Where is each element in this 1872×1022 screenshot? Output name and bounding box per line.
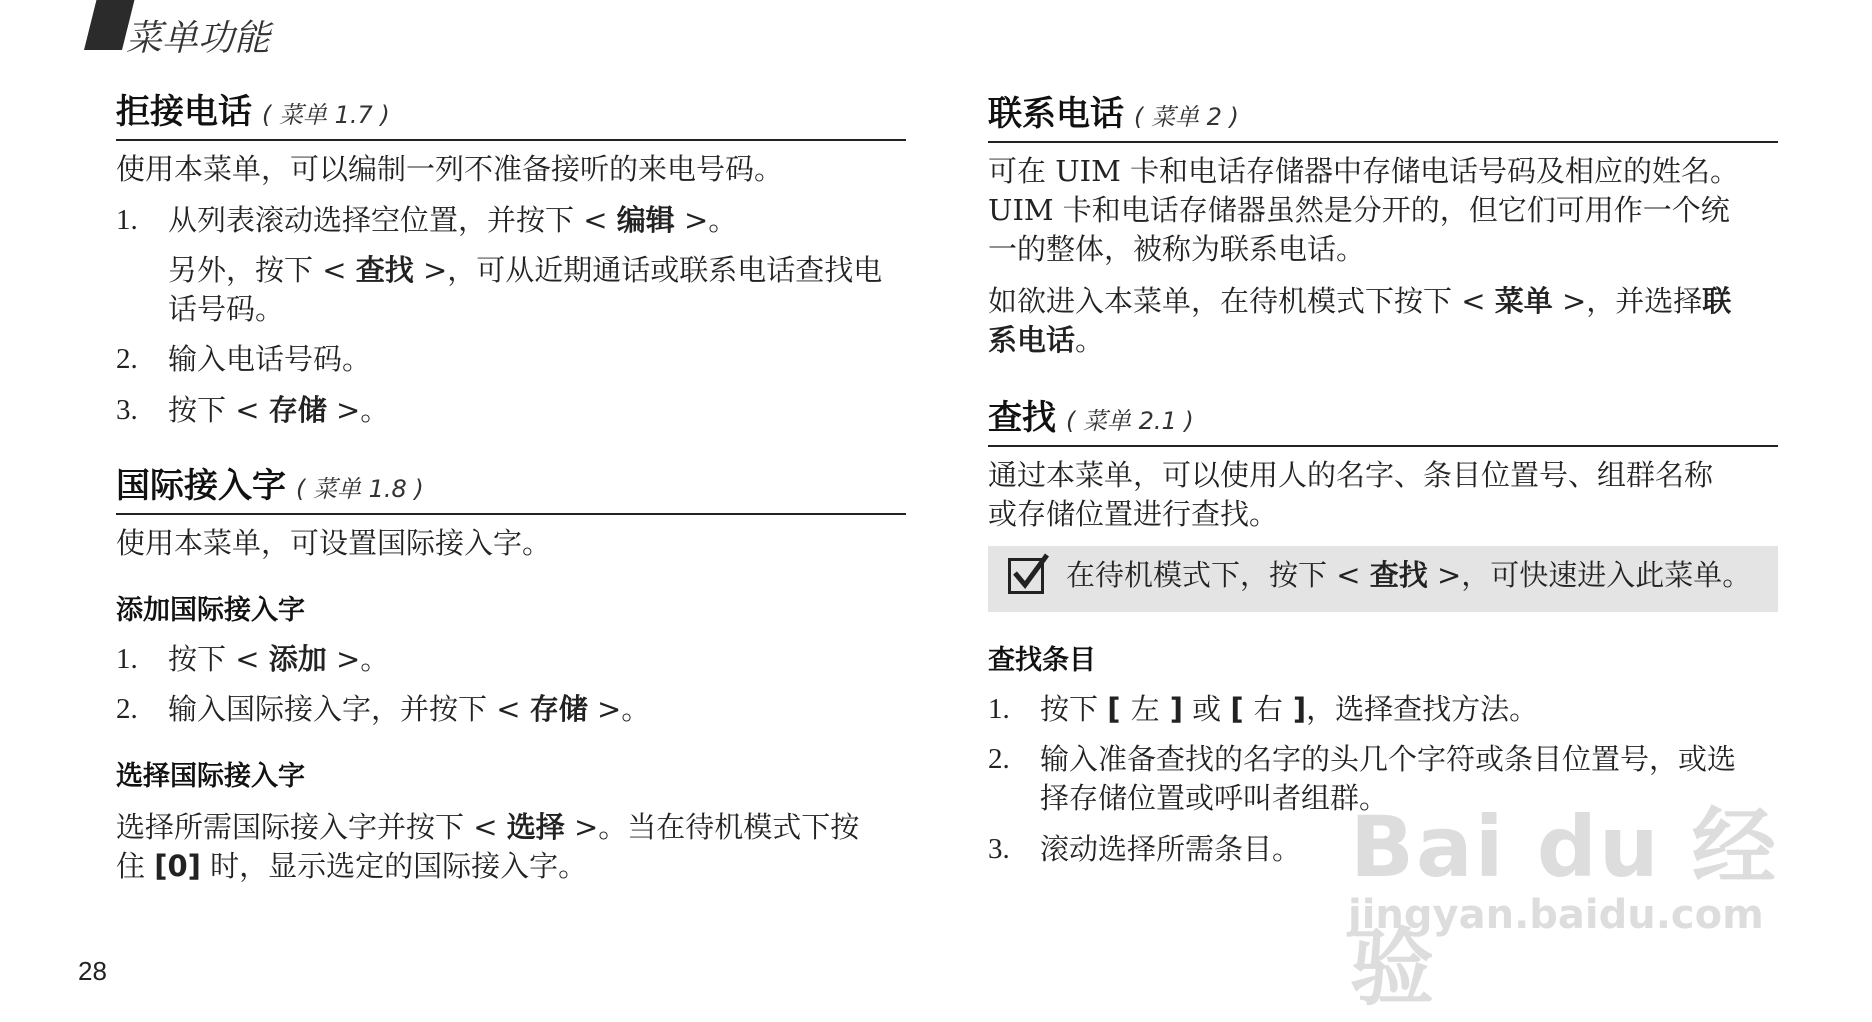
list-item-text: 按下 [ 左 ] 或 [ 右 ]，选择查找方法。 <box>1040 692 1539 726</box>
section-title: 国际接入字 <box>116 466 286 506</box>
list-item-number: 1. <box>116 204 138 236</box>
list-item-text: 输入准备查找的名字的头几个字符或条目位置号，或选 择存储位置或呼叫者组群。 <box>1040 742 1737 815</box>
list-item-text: 输入电话号码。 <box>168 342 372 376</box>
page-number: 28 <box>78 956 107 986</box>
section-menu-ref: ( 菜单 1.8 ) <box>296 475 424 503</box>
list-item-text: 输入国际接入字，并按下 < 存储 >。 <box>168 692 651 726</box>
paragraph: 通过本菜单，可以使用人的名字、条目位置号、组群名称 或存储位置进行查找。 <box>988 458 1714 531</box>
section-heading-reject-calls <box>116 84 906 141</box>
paragraph: 可在 UIM 卡和电话存储器中存储电话号码及相应的姓名。 UIM 卡和电话存储器虽然是分开的，但它们可用作一个统 一的整体，被称为联系电话。 <box>988 154 1740 266</box>
list-item-text: 按下 < 添加 >。 <box>168 642 390 676</box>
section-heading-contacts <box>988 86 1778 143</box>
checkmark-icon <box>1008 558 1044 594</box>
list-item-number: 3. <box>116 394 138 426</box>
paragraph: 选择所需国际接入字并按下 < 选择 >。当在待机模式下按 住 [0] 时，显示选定的国际接入字。 <box>116 810 860 883</box>
list-item-note: 另外，按下 < 查找 >，可从近期通话或联系电话查找电 话号码。 <box>168 253 883 326</box>
section-menu-ref: ( 菜单 2.1 ) <box>1066 407 1194 435</box>
watermark-logo-text: Bai du 经验 <box>1350 798 1778 1017</box>
section-menu-ref: ( 菜单 1.7 ) <box>262 101 390 129</box>
section-intro: 使用本菜单，可以编制一列不准备接听的来电号码。 <box>116 152 784 186</box>
list-item-text: 从列表滚动选择空位置，并按下 < 编辑 >。 <box>168 203 738 237</box>
section-heading-search <box>988 390 1778 447</box>
subheading-select: 选择国际接入字 <box>116 761 305 792</box>
section-title: 拒接电话 <box>116 92 252 132</box>
list-item-number: 1. <box>116 643 138 675</box>
list-item-number: 3. <box>988 833 1010 865</box>
section-title: 查找 <box>988 398 1056 438</box>
list-item-number: 2. <box>116 693 138 725</box>
section-menu-ref: ( 菜单 2 ) <box>1134 103 1239 131</box>
list-item-number: 2. <box>988 743 1010 775</box>
list-item-text: 按下 < 存储 >。 <box>168 393 390 427</box>
list-item <box>116 201 906 326</box>
chapter-title: 菜单功能 <box>126 18 271 59</box>
subheading-find-entry: 查找条目 <box>988 645 1096 676</box>
list-item-number: 2. <box>116 343 138 375</box>
watermark-url: jingyan.baidu.com <box>1348 892 1764 938</box>
list-item-number: 1. <box>988 693 1010 725</box>
paragraph: 如欲进入本菜单，在待机模式下按下 < 菜单 >，并选择联 系电话。 <box>988 284 1732 357</box>
note-text: 在待机模式下，按下 < 查找 >，可快速进入此菜单。 <box>1066 558 1752 592</box>
section-intro: 使用本菜单，可设置国际接入字。 <box>116 526 552 560</box>
subheading-add: 添加国际接入字 <box>116 595 305 626</box>
list-item-text: 滚动选择所需条目。 <box>1040 832 1302 866</box>
section-heading-intl-prefix <box>116 458 906 515</box>
section-title: 联系电话 <box>988 94 1124 134</box>
note-box <box>988 546 1778 612</box>
